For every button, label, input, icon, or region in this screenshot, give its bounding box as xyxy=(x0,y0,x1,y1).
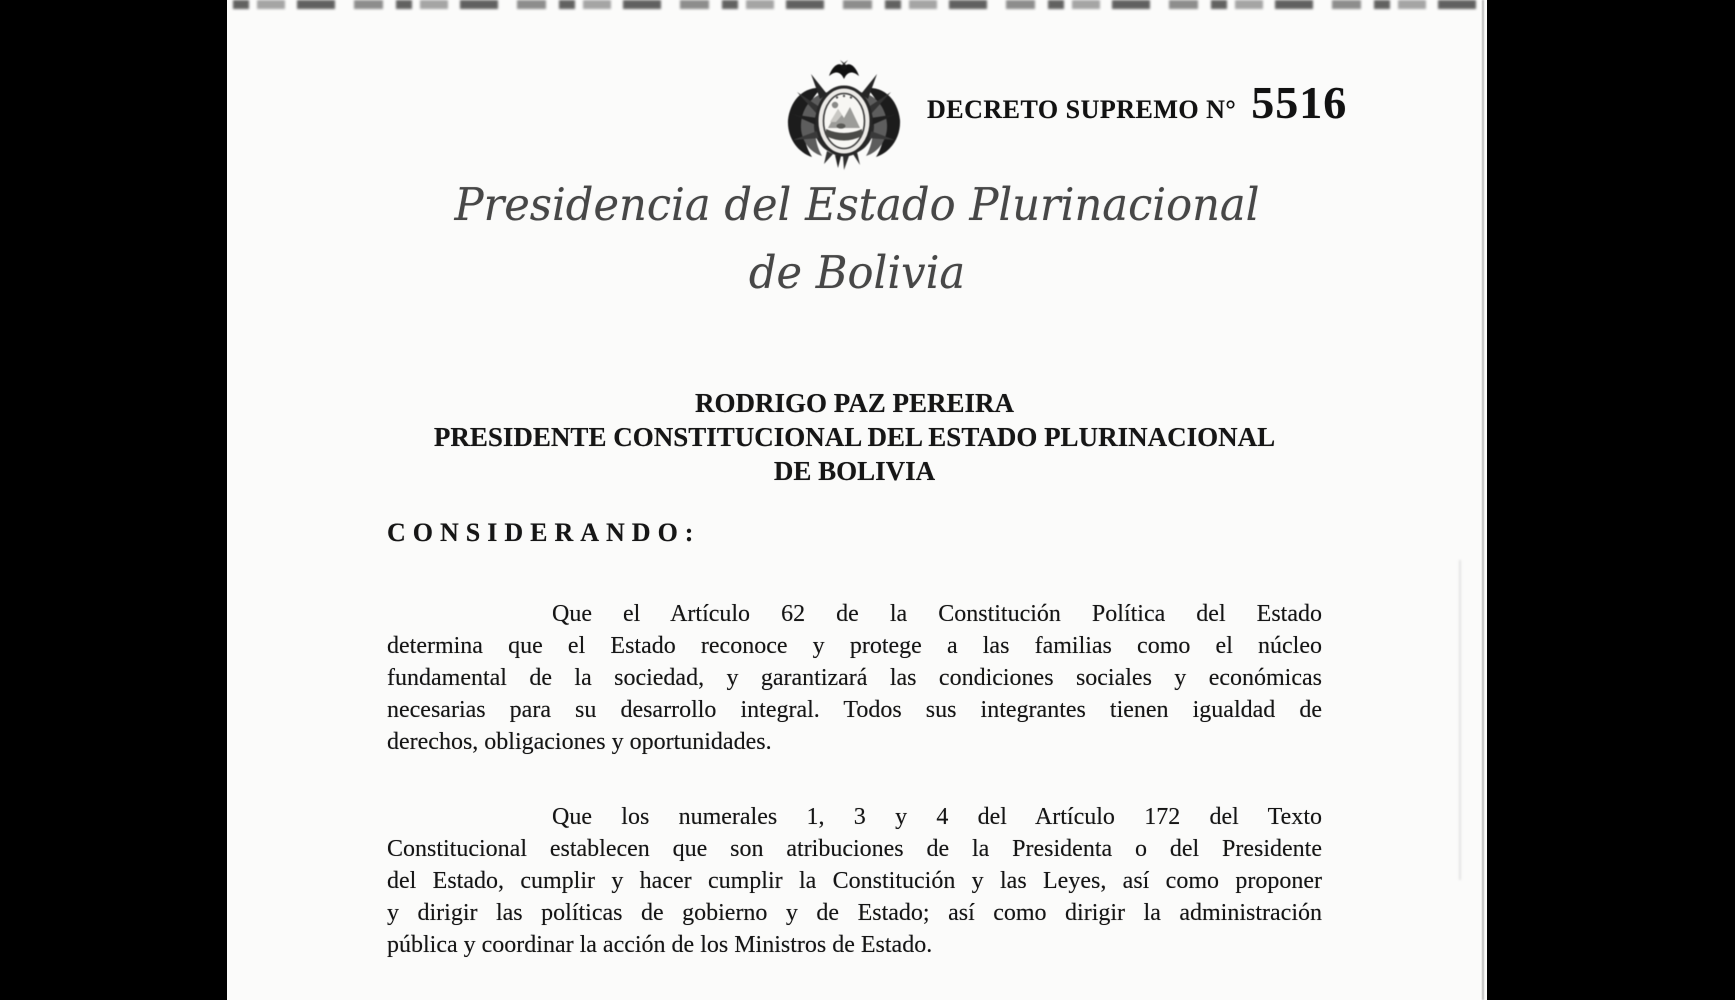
president-name: RODRIGO PAZ PEREIRA xyxy=(694,388,1015,418)
paragraph-line: pública y coordinar la acción de los Ministros de Estado. xyxy=(387,932,933,958)
decree-title-label: DECRETO SUPREMO N° xyxy=(927,95,1237,124)
paragraph-line: del Estado, cumplir y hacer cumplir la Constitución y las Leyes, así como proponer xyxy=(387,868,1322,894)
president-header-block xyxy=(387,386,1322,488)
letterhead-script-line-1: Presidencia del Estado Plurinacional xyxy=(454,178,1260,231)
paragraph-line: necesarias para su desarrollo integral. Todos sus integrantes tienen igualdad de xyxy=(387,697,1322,723)
paragraph-line: Constitucional establecen que son atribuciones de la Presidenta o del Presidente xyxy=(387,836,1322,862)
paragraph-line: y dirigir las políticas de gobierno y de Estado; así como dirigir la administración xyxy=(387,900,1322,926)
considerando-heading: CONSIDERANDO: xyxy=(387,518,701,547)
paragraph-line: fundamental de la sociedad, y garantizará las condiciones sociales y económicas xyxy=(387,665,1322,691)
president-title-line: PRESIDENTE CONSTITUCIONAL DEL ESTADO PLURINACIONAL xyxy=(433,422,1276,452)
paragraph-line: derechos, obligaciones y oportunidades. xyxy=(387,729,772,755)
considerando-paragraph-2 xyxy=(387,801,1322,961)
scan-artifact-streak xyxy=(1459,560,1461,880)
paragraph-line: Que los numerales 1, 3 y 4 del Artículo 172 del Texto xyxy=(552,804,1322,830)
paragraph-line: Que el Artículo 62 de la Constitución Política del Estado xyxy=(552,601,1322,627)
president-title-country: DE BOLIVIA xyxy=(773,456,936,486)
decree-title xyxy=(927,76,1347,129)
paragraph-line: determina que el Estado reconoce y protege a las familias como el núcleo xyxy=(387,633,1322,659)
considerando-paragraph-1 xyxy=(387,598,1322,758)
document-page xyxy=(227,0,1487,1000)
decree-number: 5516 xyxy=(1251,77,1348,128)
scan-artifact-top-edge xyxy=(233,0,1481,9)
bolivia-coat-of-arms-icon xyxy=(783,58,905,172)
scan-artifact-right-edge xyxy=(1482,0,1484,1000)
letterhead-script-line-2: de Bolivia xyxy=(748,246,966,299)
